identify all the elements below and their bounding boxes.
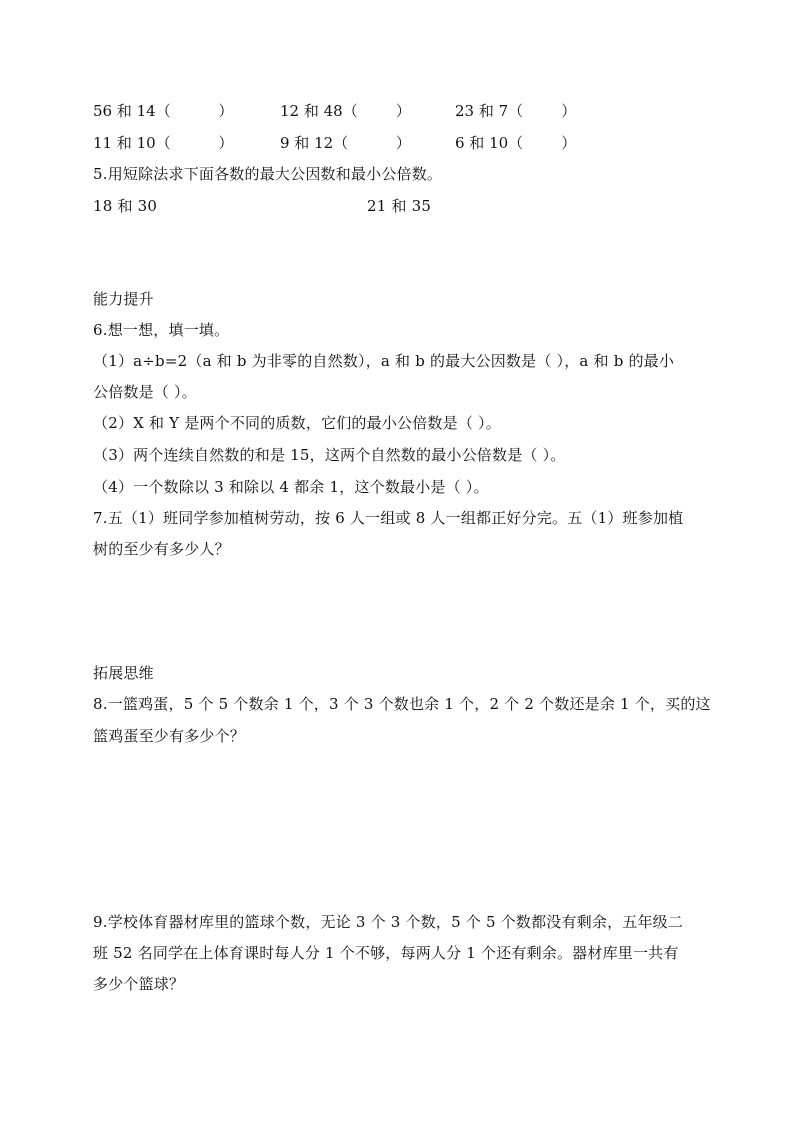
- question-8-line-1: 8.一篮鸡蛋，5 个 5 个数余 1 个，3 个 3 个数也余 1 个，2 个 2 个数还是余 1 个，买的这: [93, 695, 711, 713]
- q6-item-1-line-2: 公倍数是（ ）。: [93, 383, 197, 401]
- question-7-line-1: 7.五（1）班同学参加植树劳动，按 6 人一组或 8 人一组都正好分完。五（1）班参加植: [93, 509, 684, 527]
- q6-item-3: （3）两个连续自然数的和是 15，这两个自然数的最小公倍数是（ ）。: [93, 446, 566, 464]
- question-7-line-2: 树的至少有多少人？: [93, 540, 230, 558]
- pair-12-48: 12 和 48（ ）: [280, 102, 411, 120]
- pair-11-10: 11 和 10（ ）: [93, 134, 234, 152]
- question-9-line-2: 班 52 名同学在上体育课时每人分 1 个不够，每两人分 1 个还有剩余。器材库里一共有: [93, 944, 679, 962]
- q6-item-1-line-1: （1）a÷b=2（a 和 b 为非零的自然数），a 和 b 的最大公因数是（ ），a 和 b 的最小: [93, 352, 675, 370]
- section-heading-extend: 拓展思维: [93, 664, 154, 682]
- q6-item-4: （4）一个数除以 3 和除以 4 都余 1，这个数最小是（ ）。: [93, 478, 489, 496]
- pair-6-10: 6 和 10（ ）: [455, 134, 577, 152]
- question-8-line-2: 篮鸡蛋至少有多少个？: [93, 727, 246, 745]
- q6-item-2: （2）X 和 Y 是两个不同的质数，它们的最小公倍数是（ ）。: [93, 414, 501, 432]
- section-heading-ability: 能力提升: [93, 290, 154, 308]
- question-6-title: 6.想一想，填一填。: [93, 321, 230, 339]
- question-9-line-1: 9.学校体育器材库里的篮球个数，无论 3 个 3 个数，5 个 5 个数都没有剩余，五年级二: [93, 913, 684, 931]
- pair-9-12: 9 和 12（ ）: [280, 134, 411, 152]
- q5-pair-18-30: 18 和 30: [93, 197, 158, 215]
- question-9-line-3: 多少个篮球？: [93, 975, 185, 993]
- q5-pair-21-35: 21 和 35: [367, 197, 432, 215]
- pair-56-14: 56 和 14（ ）: [93, 102, 234, 120]
- pair-23-7: 23 和 7（ ）: [455, 102, 577, 120]
- question-5-title: 5.用短除法求下面各数的最大公因数和最小公倍数。: [93, 165, 443, 183]
